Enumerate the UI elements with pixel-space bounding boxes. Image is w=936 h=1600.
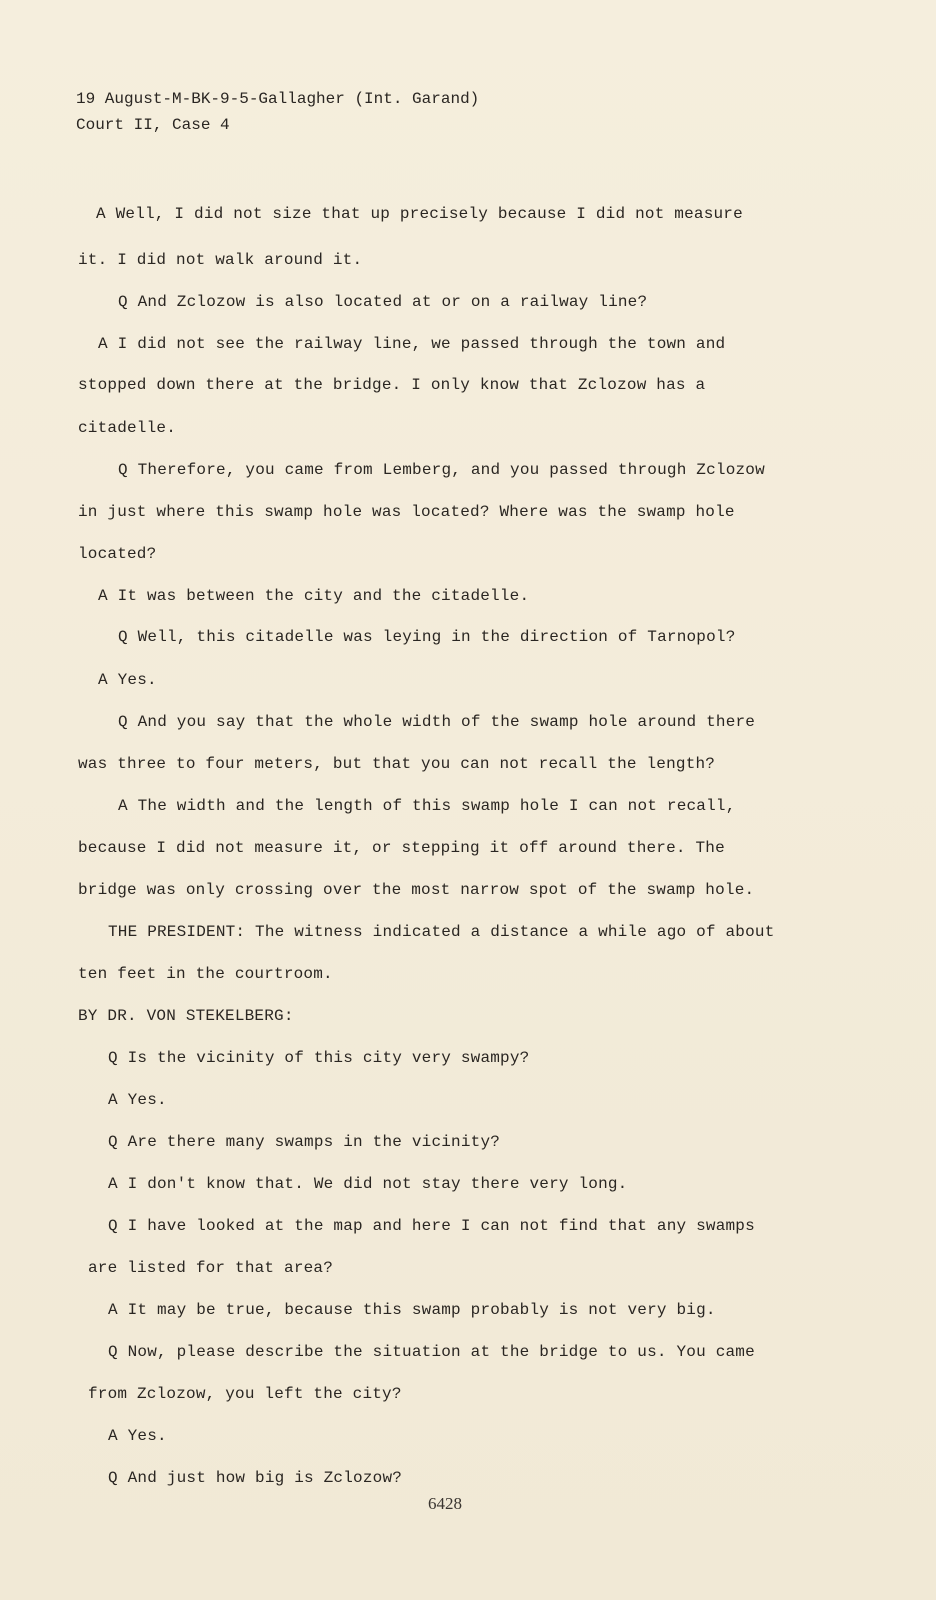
transcript-line: A I did not see the railway line, we passed through the town and bbox=[98, 335, 726, 353]
transcript-line: A Yes. bbox=[108, 1091, 167, 1109]
transcript-line: Q Are there many swamps in the vicinity? bbox=[108, 1133, 501, 1151]
transcript-line: Q And you say that the whole width of the swamp hole around there bbox=[118, 713, 756, 731]
transcript-line: ten feet in the courtroom. bbox=[78, 965, 333, 983]
transcript-line: from Zclozow, you left the city? bbox=[88, 1385, 402, 1403]
transcript-line: it. I did not walk around it. bbox=[78, 251, 363, 269]
header-session-line: 19 August-M-BK-9-5-Gallagher (Int. Garand) bbox=[76, 90, 480, 108]
transcript-line: A Well, I did not size that up precisely because I did not measure bbox=[96, 205, 743, 223]
transcript-line: A Yes. bbox=[98, 671, 157, 689]
transcript-line: because I did not measure it, or stepping it off around there. The bbox=[78, 839, 725, 857]
page-number: 6428 bbox=[428, 1494, 462, 1513]
transcript-line: are listed for that area? bbox=[88, 1259, 334, 1277]
transcript-line: Q And just how big is Zclozow? bbox=[108, 1469, 403, 1487]
transcript-line: THE PRESIDENT: The witness indicated a distance a while ago of about bbox=[108, 923, 775, 941]
transcript-line: A It was between the city and the citadelle. bbox=[98, 587, 530, 605]
transcript-line: BY DR. VON STEKELBERG: bbox=[78, 1007, 294, 1025]
transcript-line: in just where this swamp hole was located? Where was the swamp hole bbox=[78, 503, 735, 521]
transcript-line: A The width and the length of this swamp hole I can not recall, bbox=[118, 797, 736, 815]
transcript-line: A I don't know that. We did not stay there very long. bbox=[108, 1175, 628, 1193]
transcript-line: A It may be true, because this swamp probably is not very big. bbox=[108, 1301, 716, 1319]
transcript-line: Q Therefore, you came from Lemberg, and you passed through Zclozow bbox=[118, 461, 765, 479]
transcript-line: located? bbox=[78, 545, 157, 563]
transcript-line: citadelle. bbox=[78, 419, 177, 437]
transcript-line: bridge was only crossing over the most narrow spot of the swamp hole. bbox=[78, 881, 755, 899]
header-court-line: Court II, Case 4 bbox=[76, 116, 230, 134]
transcript-line: Q And Zclozow is also located at or on a railway line? bbox=[118, 293, 648, 311]
transcript-line: A Yes. bbox=[108, 1427, 167, 1445]
transcript-line: Q Now, please describe the situation at the bridge to us. You came bbox=[108, 1343, 755, 1361]
transcript-line: was three to four meters, but that you can not recall the length? bbox=[78, 755, 716, 773]
transcript-line: stopped down there at the bridge. I only know that Zclozow has a bbox=[78, 376, 706, 394]
transcript-line: Q I have looked at the map and here I can not find that any swamps bbox=[108, 1217, 755, 1235]
transcript-line: Q Is the vicinity of this city very swampy? bbox=[108, 1049, 530, 1067]
transcript-line: Q Well, this citadelle was leying in the direction of Tarnopol? bbox=[118, 628, 736, 646]
